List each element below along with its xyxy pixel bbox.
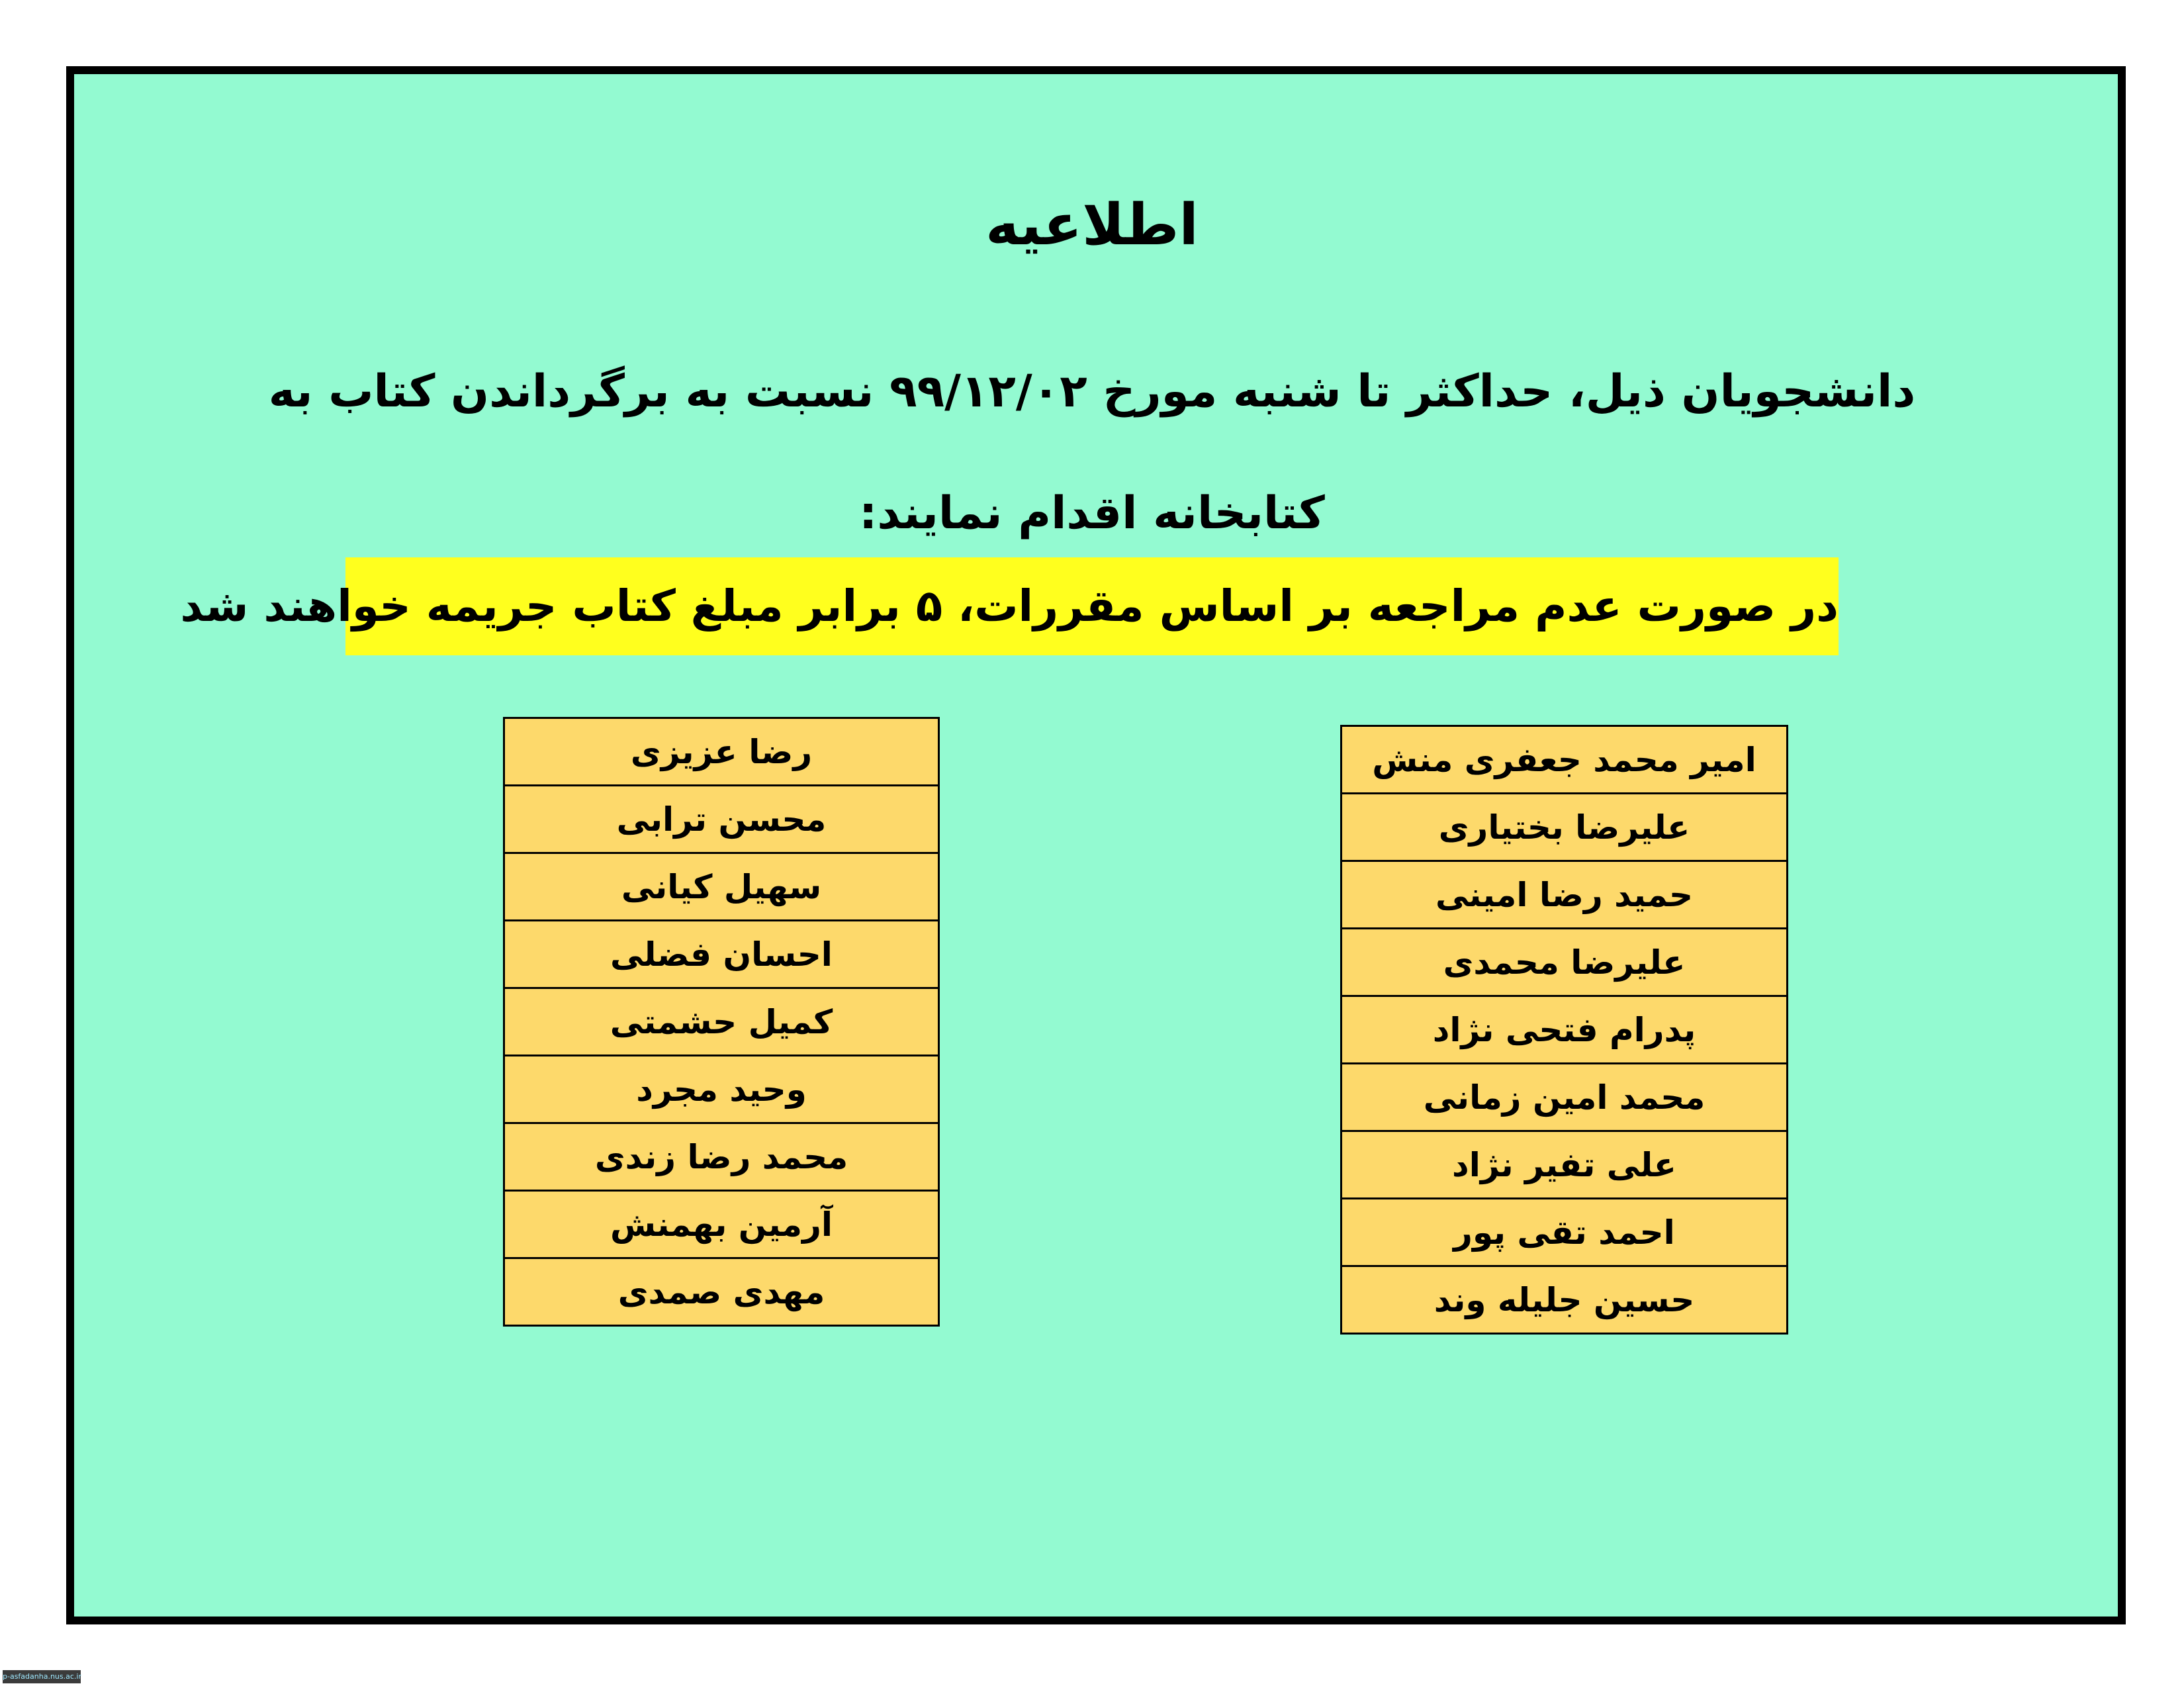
student-name: آرمین بهمنش — [504, 1191, 939, 1258]
source-watermark: p-asfadanha.nus.ac.ir — [3, 1670, 81, 1683]
student-name: محسن ترابی — [504, 786, 939, 853]
table-row — [504, 988, 939, 1056]
table-row — [504, 921, 939, 988]
table-row — [1342, 861, 1788, 929]
student-name: حسین جلیله وند — [1342, 1266, 1788, 1334]
student-name: مهدی صمدی — [504, 1258, 939, 1326]
table-row — [1342, 1266, 1788, 1334]
table-row — [1342, 794, 1788, 861]
table-row — [1342, 1131, 1788, 1199]
student-name: سهیل کیانی — [504, 853, 939, 921]
table-row — [1342, 1064, 1788, 1131]
student-name: علیرضا بختیاری — [1342, 794, 1788, 861]
table-row — [504, 1056, 939, 1123]
table-row — [504, 786, 939, 853]
student-name: پدرام فتحی نژاد — [1342, 996, 1788, 1064]
table-row — [504, 718, 939, 786]
student-name: محمد امین زمانی — [1342, 1064, 1788, 1131]
notice-title: اطلاعیه — [985, 192, 1199, 258]
student-name: وحید مجرد — [504, 1056, 939, 1123]
student-list-right — [1340, 725, 1788, 1335]
table-row — [504, 853, 939, 921]
notice-frame — [66, 66, 2126, 1624]
table-row — [504, 1123, 939, 1191]
student-name: احمد تقی پور — [1342, 1199, 1788, 1266]
student-name: احسان فضلی — [504, 921, 939, 988]
student-name: علیرضا محمدی — [1342, 929, 1788, 996]
notice-body: دانشجویان ذیل، حداکثر تا شنبه مورخ ۹۹/۱۲/۰۲ نسبت به برگرداندن کتاب به کتابخانه اقدام نمایند: — [268, 365, 1916, 539]
student-name: علی تفیر نژاد — [1342, 1131, 1788, 1199]
table-row — [504, 1258, 939, 1326]
table-row — [1342, 1199, 1788, 1266]
student-name: رضا عزیزی — [504, 718, 939, 786]
student-name: حمید رضا امینی — [1342, 861, 1788, 929]
student-list-left — [503, 717, 940, 1327]
table-row — [1342, 929, 1788, 996]
penalty-warning: در صورت عدم مراجعه بر اساس مقررات، ۵ برابر مبلغ کتاب جریمه خواهند شد — [345, 557, 1839, 655]
student-name: محمد رضا زندی — [504, 1123, 939, 1191]
table-row — [1342, 726, 1788, 794]
student-name: امیر محمد جعفری منش — [1342, 726, 1788, 794]
table-row — [504, 1191, 939, 1258]
student-name: کمیل حشمتی — [504, 988, 939, 1056]
table-row — [1342, 996, 1788, 1064]
